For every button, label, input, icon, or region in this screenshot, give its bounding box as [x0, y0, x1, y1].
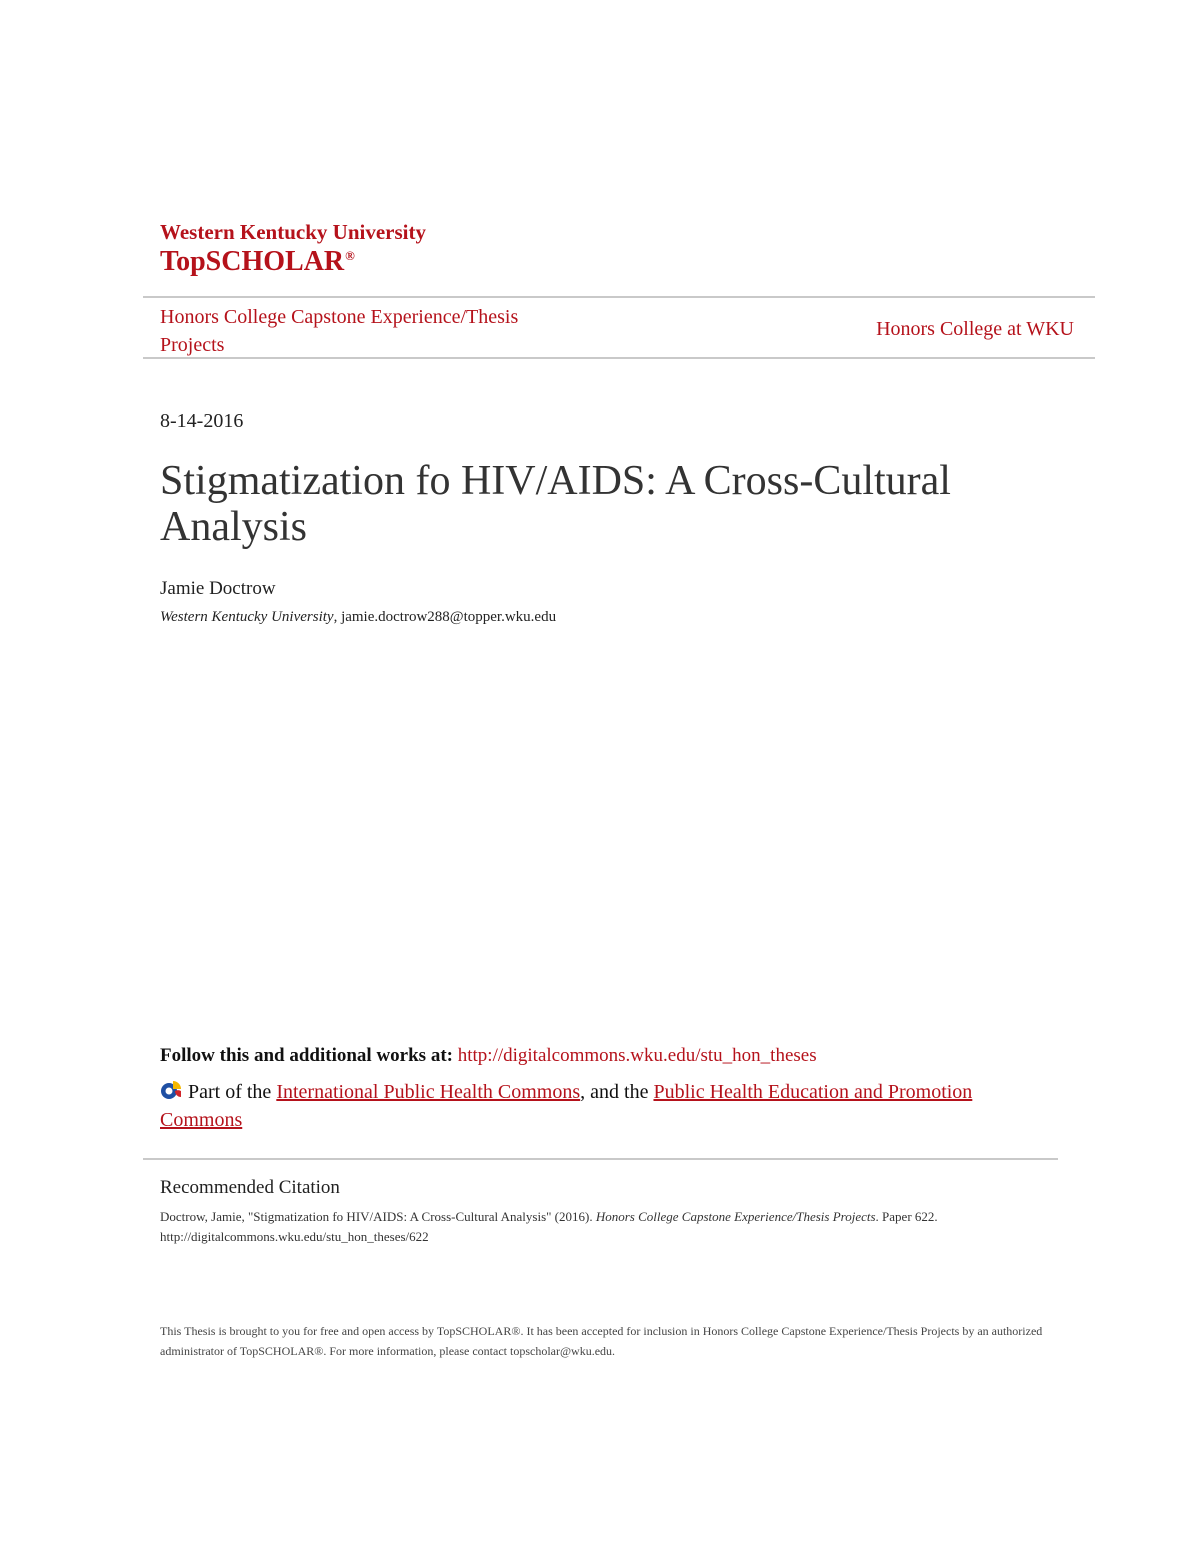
citation-text: [160, 1207, 1050, 1247]
citation-heading: Recommended Citation: [160, 1177, 340, 1198]
commons-logo-icon: [160, 1079, 182, 1101]
registered-mark: ®: [345, 248, 355, 263]
college-link[interactable]: Honors College at WKU: [876, 318, 1074, 340]
header-bottom-rule: [143, 357, 1095, 359]
citation-part-2: . Paper 622.: [875, 1209, 938, 1224]
publication-date: 8-14-2016: [160, 410, 244, 432]
paper-title: Stigmatization fo HIV/AIDS: A Cross-Cultural Analysis: [160, 458, 951, 550]
follow-url-link[interactable]: http://digitalcommons.wku.edu/stu_hon_theses: [457, 1045, 817, 1066]
citation-url[interactable]: http://digitalcommons.wku.edu/stu_hon_theses/622: [160, 1229, 429, 1244]
header-top-rule: [143, 296, 1095, 298]
and-the-label: , and the: [580, 1081, 649, 1103]
commons-link-education[interactable]: Public Health Education and Promotion Commons: [160, 1081, 973, 1131]
affiliation-institution: Western Kentucky University: [160, 609, 334, 625]
affiliation-separator: ,: [333, 609, 342, 625]
series-link[interactable]: Honors College Capstone Experience/Thesis Projects: [160, 306, 519, 356]
commons-link-international[interactable]: International Public Health Commons: [276, 1081, 581, 1103]
author-name: Jamie Doctrow: [160, 578, 276, 599]
author-email: jamie.doctrow288@topper.wku.edu: [341, 609, 557, 625]
author-affiliation: [160, 609, 556, 626]
repository-name: [160, 246, 355, 278]
follow-label: Follow this and additional works at:: [160, 1045, 453, 1066]
part-of-line: [160, 1078, 1040, 1134]
access-notice: This Thesis is brought to you for free and open access by TopSCHOLAR®. It has been accepted for inclusion in Honors College Capstone Experience/Thesis Projects by an authorized administrator of TopSCHOLAR®. For more information, please contact topscholar@wku.edu.: [160, 1324, 1043, 1358]
repository-label: TopSCHOLAR: [160, 246, 345, 277]
citation-series: Honors College Capstone Experience/Thesis Projects: [595, 1209, 876, 1224]
follow-line: [160, 1045, 817, 1067]
citation-rule: [143, 1158, 1058, 1160]
university-name: Western Kentucky University: [160, 220, 426, 244]
citation-part-1: Doctrow, Jamie, "Stigmatization fo HIV/AIDS: A Cross-Cultural Analysis" (2016).: [160, 1209, 596, 1224]
part-of-label: Part of the: [188, 1081, 272, 1103]
